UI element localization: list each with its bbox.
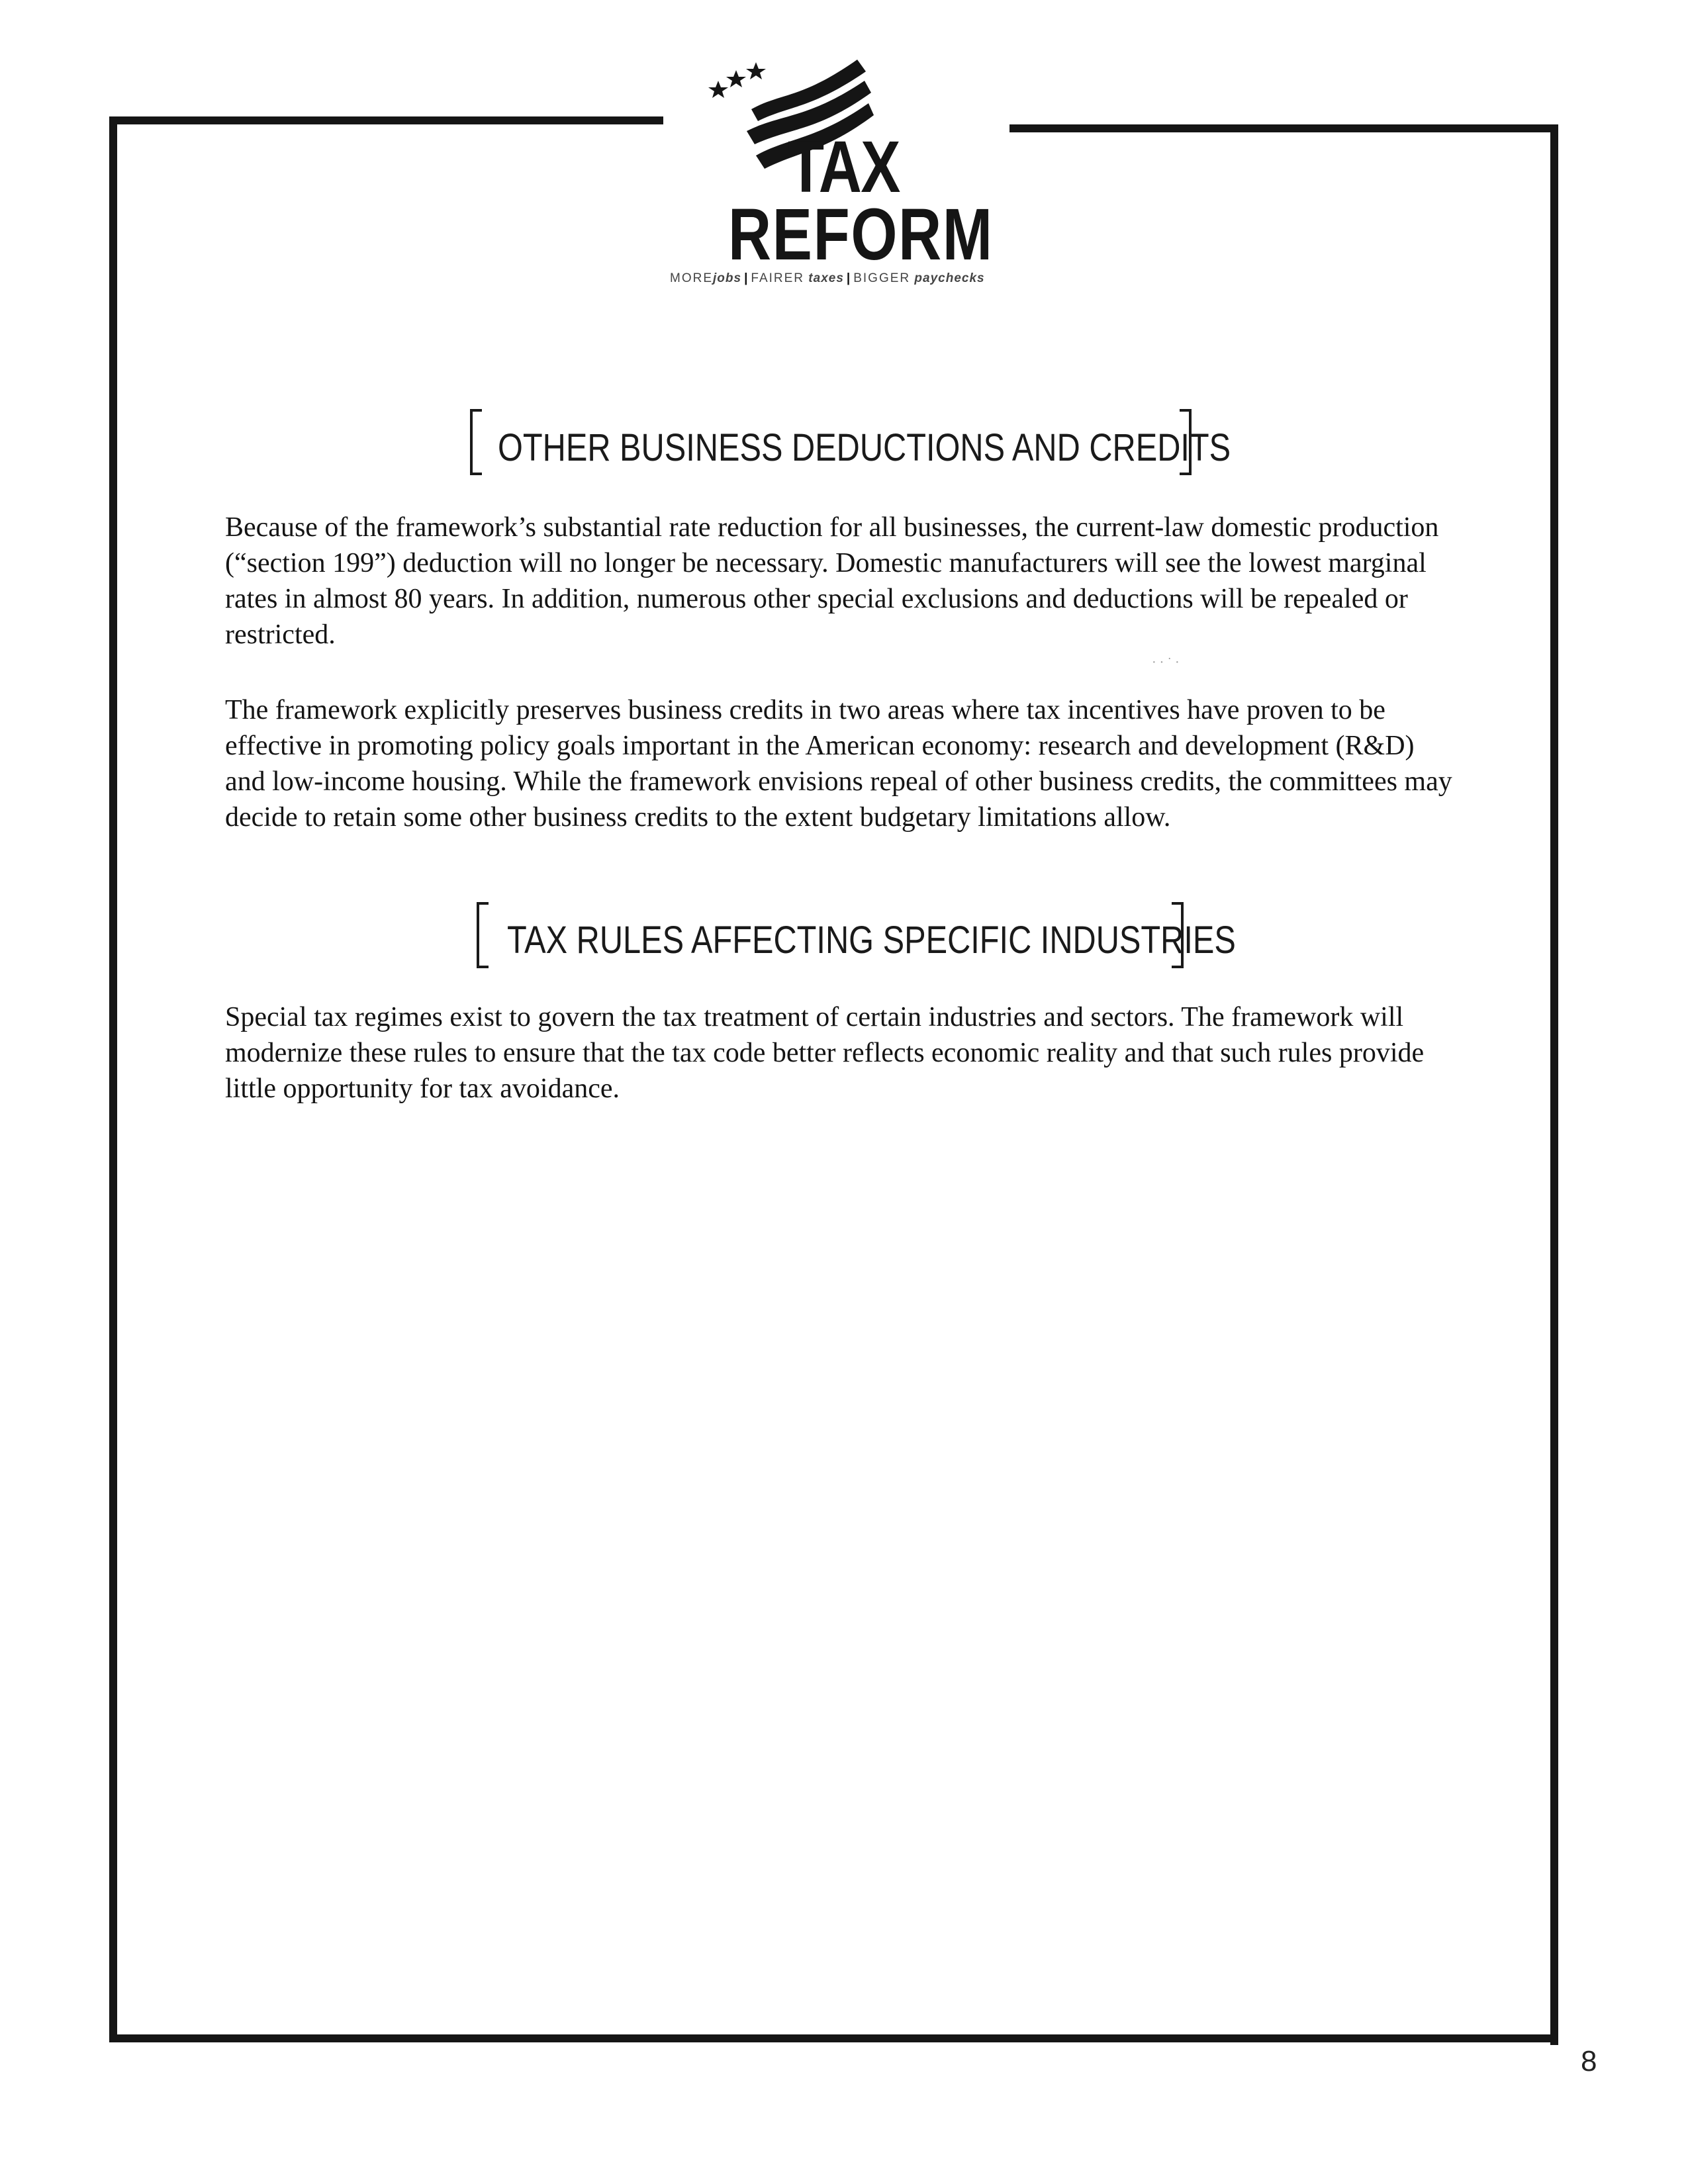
- paragraph: The framework explicitly preserves business credits in two areas where tax incentives have proven to be effective in promoting policy goals important in the American economy: research and development (R&D) and low-income housing. While the framework envisions repeal of other business credits, the committees may decide to retain some other business credits to the extent budgetary limitations allow.: [225, 695, 1452, 833]
- scan-artifact: · · ˙ ·: [1152, 655, 1180, 670]
- tagline-fairer: FAIRER: [751, 271, 805, 285]
- tagline-bigger: BIGGER: [853, 271, 911, 285]
- heading-bracket-left: [470, 409, 482, 475]
- tagline-more: MORE: [670, 271, 713, 285]
- tax-reform-logo: [662, 53, 1033, 304]
- paragraph: Special tax regimes exist to govern the tax treatment of certain industries and sectors. The framework will modernize these rules to ensure that the tax code better reflects economic reality and that such rules provide little opportunity for tax avoidance.: [225, 1002, 1425, 1104]
- page-number: 8: [1581, 2045, 1597, 2077]
- logo-title-tax: TAX: [788, 126, 900, 208]
- frame-left: [109, 116, 117, 2042]
- heading-bracket-left: [477, 902, 489, 968]
- paragraph: Because of the framework’s substantial rate reduction for all businesses, the current-law domestic production (“section 199”) deduction will no longer be necessary. Domestic manufacturers will see the lowest marginal rates in almost 80 years. In addition, numerous other special exclusions and deductions will be repealed or restricted.: [225, 512, 1439, 650]
- section-heading: OTHER BUSINESS DEDUCTIONS AND CREDITS: [498, 426, 1231, 469]
- tagline-separator: |: [846, 271, 851, 285]
- frame-right: [1550, 124, 1558, 2045]
- frame-top-right: [1009, 124, 1558, 132]
- heading-bracket-right: [1180, 409, 1192, 475]
- tagline-taxes: taxes: [808, 271, 844, 285]
- heading-bracket-right: [1172, 902, 1184, 968]
- tagline-separator: |: [744, 271, 749, 285]
- logo-tagline: [670, 271, 1041, 286]
- frame-bottom: [109, 2034, 1558, 2042]
- tagline-paychecks: paychecks: [914, 271, 985, 285]
- section-heading: TAX RULES AFFECTING SPECIFIC INDUSTRIES: [507, 919, 1236, 962]
- logo-title-reform: REFORM: [728, 194, 994, 275]
- frame-top-left: [109, 116, 663, 124]
- tagline-jobs: jobs: [713, 271, 742, 285]
